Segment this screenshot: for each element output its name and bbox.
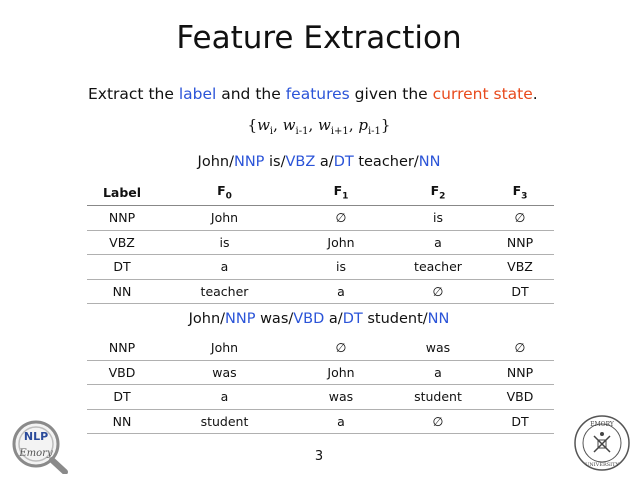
table-row — [87, 230, 554, 255]
cell: NNP — [486, 360, 554, 385]
cell: VBZ — [486, 255, 554, 280]
cell: VBD — [486, 385, 554, 410]
cell: a — [390, 230, 486, 255]
cell: NN — [87, 409, 157, 434]
cell: John — [292, 230, 390, 255]
cell: a — [292, 409, 390, 434]
cell: was — [157, 360, 292, 385]
example2-sentence: John/NNP was/VBD a/DT student/NN — [188, 311, 450, 327]
cell: a — [157, 385, 292, 410]
cell: ∅ — [390, 279, 486, 304]
slide-title: Feature Extraction — [176, 20, 462, 56]
cell: NN — [87, 279, 157, 304]
cell: student — [157, 409, 292, 434]
cell: John — [157, 206, 292, 231]
table-row — [87, 360, 554, 385]
subtitle-text: . — [532, 85, 538, 103]
slide-subtitle — [88, 84, 538, 104]
example2-feature-table — [87, 336, 554, 434]
header-f0: $F_0$ — [157, 179, 292, 206]
cell: ∅ — [486, 336, 554, 360]
table-row — [87, 336, 554, 360]
cell: is — [292, 255, 390, 280]
cell: John — [157, 336, 292, 360]
svg-text:EMORY: EMORY — [590, 421, 614, 428]
cell: is — [157, 230, 292, 255]
cell: ∅ — [292, 336, 390, 360]
cell: a — [157, 255, 292, 280]
table-row — [87, 409, 554, 434]
subtitle-text: and the — [216, 85, 286, 103]
header-f1: $F_1$ — [292, 179, 390, 206]
table-header-row — [87, 179, 554, 206]
header-f2: $F_2$ — [390, 179, 486, 206]
cell: a — [390, 360, 486, 385]
cell: DT — [87, 255, 157, 280]
cell: a — [292, 279, 390, 304]
cell: ∅ — [390, 409, 486, 434]
table-row — [87, 385, 554, 410]
example1-feature-table — [87, 179, 554, 304]
cell: John — [292, 360, 390, 385]
features-keyword: features — [285, 85, 350, 103]
header-f3: $F_3$ — [486, 179, 554, 206]
label-keyword: label — [178, 85, 217, 103]
cell: NNP — [87, 336, 157, 360]
svg-text:NLP: NLP — [23, 430, 49, 443]
table-row — [87, 279, 554, 304]
feature-formula: {$w_i$, $w_{i-1}$, $w_{i+1}$, $p_{i-1}$} — [247, 116, 391, 137]
cell: teacher — [157, 279, 292, 304]
cell: VBZ — [87, 230, 157, 255]
cell: is — [390, 206, 486, 231]
cell: was — [390, 336, 486, 360]
emory-university-seal-icon — [573, 414, 631, 472]
header-label: Label — [87, 179, 157, 206]
cell: VBD — [87, 360, 157, 385]
table-row — [87, 255, 554, 280]
cell: student — [390, 385, 486, 410]
subtitle-text: Extract the — [88, 85, 179, 103]
example1-sentence: John/NNP is/VBZ a/DT teacher/NN — [197, 154, 441, 170]
page-number: 3 — [314, 449, 324, 464]
nlp-emory-logo-icon — [10, 418, 68, 474]
cell: DT — [87, 385, 157, 410]
cell: NNP — [87, 206, 157, 231]
table-row — [87, 206, 554, 231]
subtitle-text: given the — [349, 85, 433, 103]
cell: ∅ — [486, 206, 554, 231]
cell: ∅ — [292, 206, 390, 231]
cell: teacher — [390, 255, 486, 280]
cell: was — [292, 385, 390, 410]
svg-text:UNIVERSITY: UNIVERSITY — [585, 462, 619, 468]
svg-text:Emory: Emory — [19, 448, 53, 459]
cell: DT — [486, 409, 554, 434]
cell: NNP — [486, 230, 554, 255]
current-state-keyword: current state — [432, 85, 533, 103]
cell: DT — [486, 279, 554, 304]
